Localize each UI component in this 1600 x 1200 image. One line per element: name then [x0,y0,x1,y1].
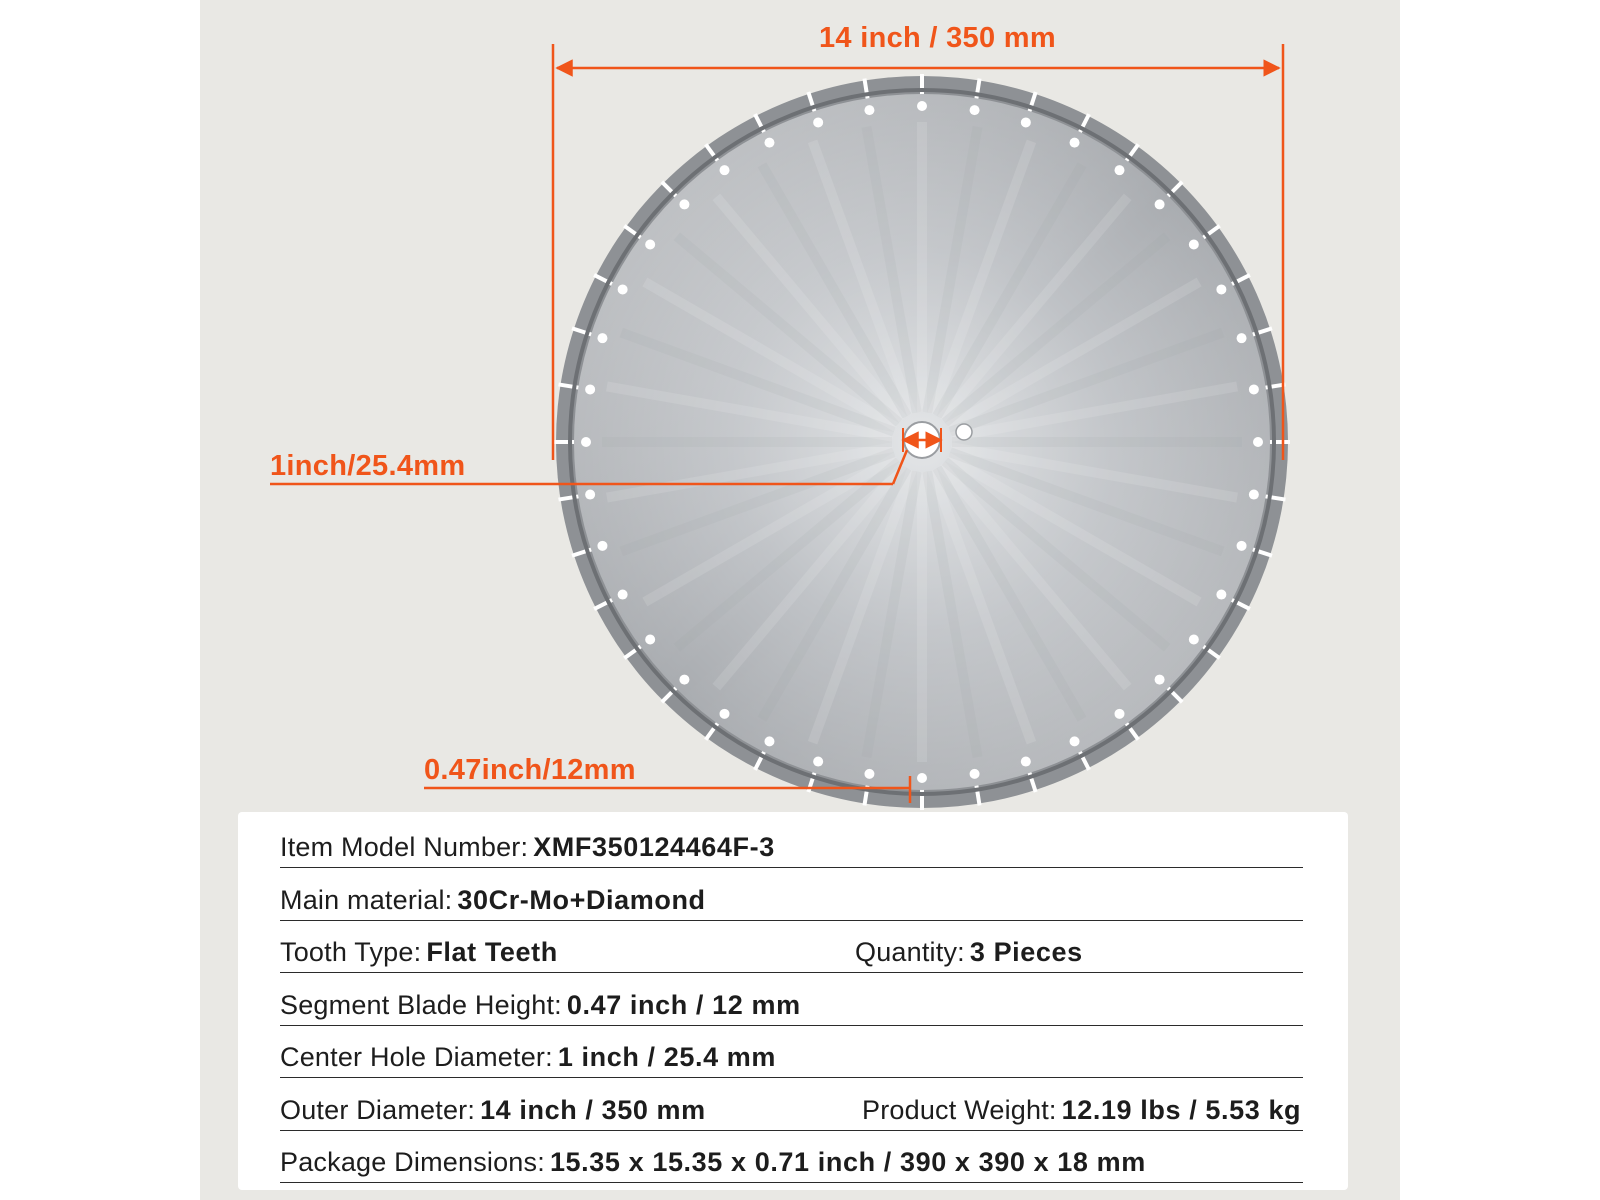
spec-label: Main material: [280,884,453,915]
gullet-hole [1189,634,1199,644]
spec-label: Product Weight: [862,1094,1057,1125]
spec-row [280,1026,1303,1078]
segment-height-label: 0.47inch/12mm [424,754,636,786]
gullet-hole [1249,490,1259,500]
spec-cell [280,990,801,1021]
gullet-hole [720,709,730,719]
spec-value: 15.35 x 15.35 x 0.71 inch / 390 x 390 x 18 mm [549,1147,1146,1177]
spec-cell [280,937,558,968]
center-hole-label: 1inch/25.4mm [270,450,466,482]
gullet-hole [1021,757,1031,767]
gullet-hole [597,333,607,343]
spec-label: Quantity: [855,937,965,967]
spec-value: 1 inch / 25.4 mm [557,1042,777,1072]
spec-value: 12.19 lbs / 5.53 kg [1061,1094,1302,1125]
gullet-hole [1070,736,1080,746]
saw-blade [554,74,1290,810]
spec-label: Tooth Type: [280,937,422,967]
spec-row [280,1079,1303,1131]
spec-label: Package Dimensions: [280,1147,545,1177]
gullet-hole [1253,437,1263,447]
spec-row [280,921,1303,973]
gullet-hole [864,105,874,115]
drive-pin-hole [956,424,972,440]
spec-cell [280,1042,776,1073]
gullet-hole [1237,541,1247,551]
gullet-hole [970,105,980,115]
spec-value: 3 Pieces [969,937,1083,967]
spec-label: Outer Diameter: [280,1094,476,1125]
gullet-hole [720,165,730,175]
spec-value: 30Cr-Mo+Diamond [457,884,706,915]
spec-row [280,1131,1303,1183]
spec-cell [855,937,1083,968]
gullet-hole [1070,138,1080,148]
spec-row [280,869,1303,921]
specifications-table [238,812,1348,1190]
gullet-hole [679,199,689,209]
gullet-hole [1216,284,1226,294]
gullet-hole [618,590,628,600]
gullet-hole [1114,709,1124,719]
gullet-hole [1155,675,1165,685]
spec-value: 0.47 inch / 12 mm [566,989,801,1020]
gullet-hole [1189,240,1199,250]
gullet-hole [585,384,595,394]
spec-row [280,974,1303,1026]
gullet-hole [917,773,927,783]
spec-cell [280,1147,1146,1178]
gullet-hole [581,437,591,447]
gullet-hole [764,138,774,148]
gullet-hole [645,240,655,250]
gullet-hole [813,117,823,127]
spec-row [280,816,1303,868]
gullet-hole [679,675,689,685]
outer-diameter-label: 14 inch / 350 mm [819,22,1056,54]
gullet-hole [1216,590,1226,600]
spec-value: 14 inch / 350 mm [480,1094,706,1125]
spec-value: XMF350124464F-3 [533,832,775,862]
spec-value: Flat Teeth [426,937,558,967]
spec-cell [862,1095,1301,1126]
gullet-hole [585,490,595,500]
gullet-hole [1021,117,1031,127]
gullet-hole [764,736,774,746]
gullet-hole [813,757,823,767]
spec-label: Segment Blade Height: [280,989,562,1020]
gullet-hole [970,769,980,779]
spec-cell [280,1095,706,1126]
spec-cell [280,885,706,916]
gullet-hole [1237,333,1247,343]
gullet-hole [1114,165,1124,175]
gullet-hole [618,284,628,294]
gullet-hole [917,101,927,111]
gullet-hole [645,634,655,644]
gullet-hole [1249,384,1259,394]
spec-label: Center Hole Diameter: [280,1042,553,1072]
spec-label: Item Model Number: [280,832,529,862]
gullet-hole [864,769,874,779]
gullet-hole [597,541,607,551]
spec-cell [280,832,775,863]
gullet-hole [1155,199,1165,209]
